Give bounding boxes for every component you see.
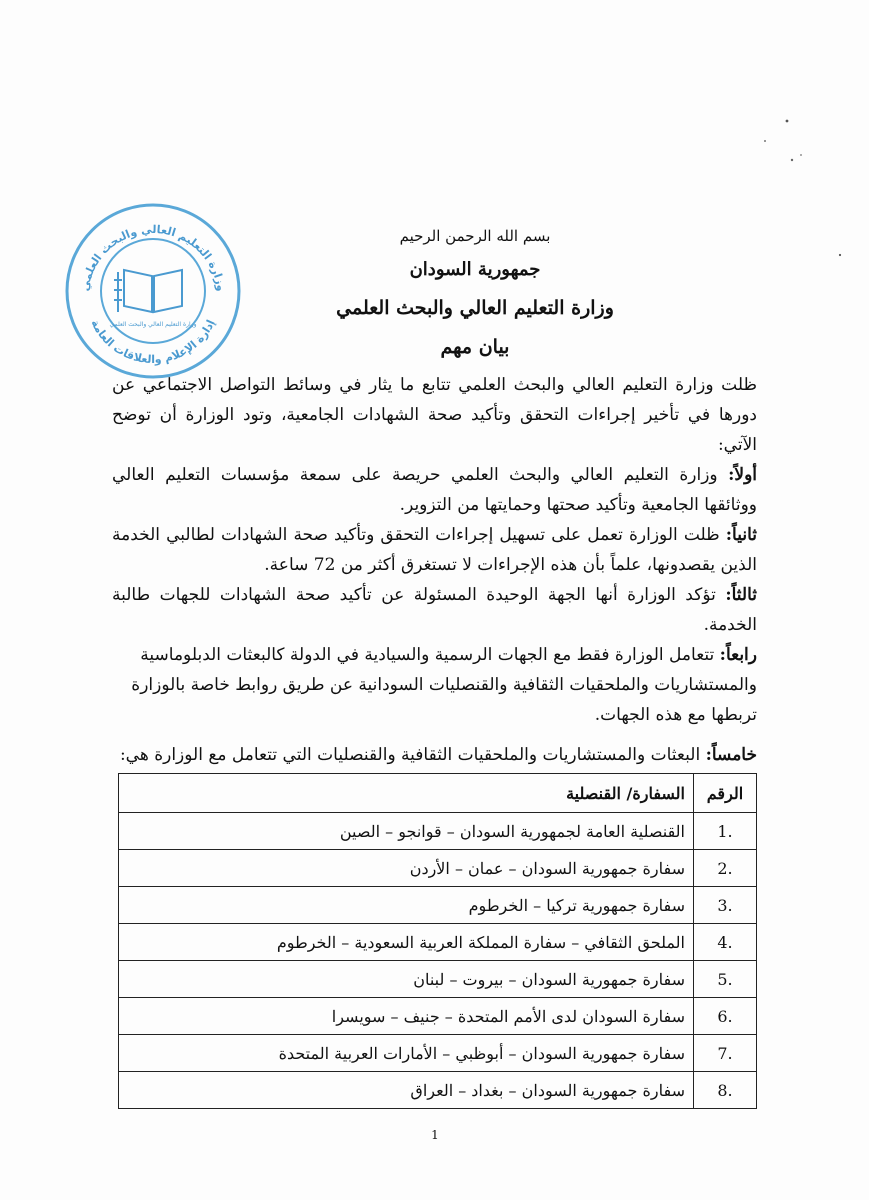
row-num: .4 xyxy=(694,924,757,961)
table-row xyxy=(119,924,757,961)
row-embassy: سفارة جمهورية تركيا – الخرطوم xyxy=(119,887,694,924)
point-label: رابعاً: xyxy=(719,645,757,665)
table-row xyxy=(119,850,757,887)
point-label: أولاً: xyxy=(728,465,757,485)
table-header-row xyxy=(119,774,757,813)
row-num: .8 xyxy=(694,1072,757,1109)
stamp-outer-text: وزارة التعليم العالي والبحث العلمي xyxy=(78,222,228,293)
bismillah: بسم الله الرحمن الرحيم xyxy=(399,227,551,245)
table-row xyxy=(119,1035,757,1072)
intro-paragraph: ظلت وزارة التعليم العالي والبحث العلمي تتابع ما يثار في وسائط التواصل الاجتماعي عن دورها في تأخير إجراءات التحقق وتأكيد صحة الشهادات الجامعية، وتود الوزارة أن توضح الآتي: xyxy=(112,375,757,455)
point-text: تؤكد الوزارة أنها الجهة الوحيدة المسئولة عن تأكيد صحة الشهادات للجهات طالبة الخدمة. xyxy=(112,585,757,635)
point-2 xyxy=(112,520,757,580)
row-embassy: سفارة جمهورية السودان – بيروت – لبنان xyxy=(119,961,694,998)
point-text: ظلت الوزارة تعمل على تسهيل إجراءات التحقق وتأكيد صحة الشهادات لطالبي الخدمة الذين يقصدونها، علماً بأن هذه الإجراءات لا تستغرق أكثر من 72 ساعة. xyxy=(112,525,757,575)
stamp-inner-text: وزارة التعليم العالي والبحث العلمي xyxy=(109,321,197,328)
table-row xyxy=(119,1072,757,1109)
point-4 xyxy=(112,640,757,730)
row-embassy: سفارة جمهورية السودان – بغداد – العراق xyxy=(119,1072,694,1109)
point-5 xyxy=(112,742,757,768)
table-row xyxy=(119,998,757,1035)
header-num: الرقم xyxy=(694,774,757,813)
point-text: تتعامل الوزارة فقط مع الجهات الرسمية والسيادية في الدولة كالبعثات الدبلوماسية والمستشاريات والملحقيات الثقافية والقنصليات السودانية عن طريق روابط خاصة بالوزارة تربطها مع هذه الجهات. xyxy=(131,645,757,725)
row-num: .5 xyxy=(694,961,757,998)
point-text: البعثات والمستشاريات والملحقيات الثقافية والقنصليات التي تتعامل مع الوزارة هي: xyxy=(119,745,706,765)
statement-title: بيان مهم xyxy=(440,336,510,358)
table-row xyxy=(119,961,757,998)
point-label: ثانياً: xyxy=(725,525,757,545)
row-num: .1 xyxy=(694,813,757,850)
header-embassy: السفارة/ القنصلية xyxy=(119,774,694,813)
row-num: .3 xyxy=(694,887,757,924)
row-embassy: القنصلية العامة لجمهورية السودان – قوانجو – الصين xyxy=(119,813,694,850)
book-emblem-icon xyxy=(114,270,182,312)
row-embassy: سفارة السودان لدى الأمم المتحدة – جنيف – سويسرا xyxy=(119,998,694,1035)
ministry-stamp xyxy=(62,200,244,382)
stamp-lower-text: إدارة الإعلام والعلاقات العامة xyxy=(88,317,218,367)
point-1 xyxy=(112,460,757,520)
row-num: .7 xyxy=(694,1035,757,1072)
row-embassy: سفارة جمهورية السودان – أبوظبي – الأمارات العربية المتحدة xyxy=(119,1035,694,1072)
point-label: ثالثاً: xyxy=(725,585,757,605)
row-num: .6 xyxy=(694,998,757,1035)
row-embassy: سفارة جمهورية السودان – عمان – الأردن xyxy=(119,850,694,887)
point-3 xyxy=(112,580,757,640)
point-text: وزارة التعليم العالي والبحث العلمي حريصة على سمعة مؤسسات التعليم العالي ووثائقها الجامعية وتأكيد صحتها وحمايتها من التزوير. xyxy=(112,465,757,515)
table-row xyxy=(119,813,757,850)
embassies-table xyxy=(118,773,757,1109)
point-label: خامساً: xyxy=(705,745,757,765)
row-num: .2 xyxy=(694,850,757,887)
statement-body xyxy=(112,370,757,730)
ministry-title: وزارة التعليم العالي والبحث العلمي xyxy=(336,297,614,319)
country-title: جمهورية السودان xyxy=(409,259,541,280)
page-number: 1 xyxy=(431,1128,439,1142)
row-embassy: الملحق الثقافي – سفارة المملكة العربية السعودية – الخرطوم xyxy=(119,924,694,961)
table-row xyxy=(119,887,757,924)
